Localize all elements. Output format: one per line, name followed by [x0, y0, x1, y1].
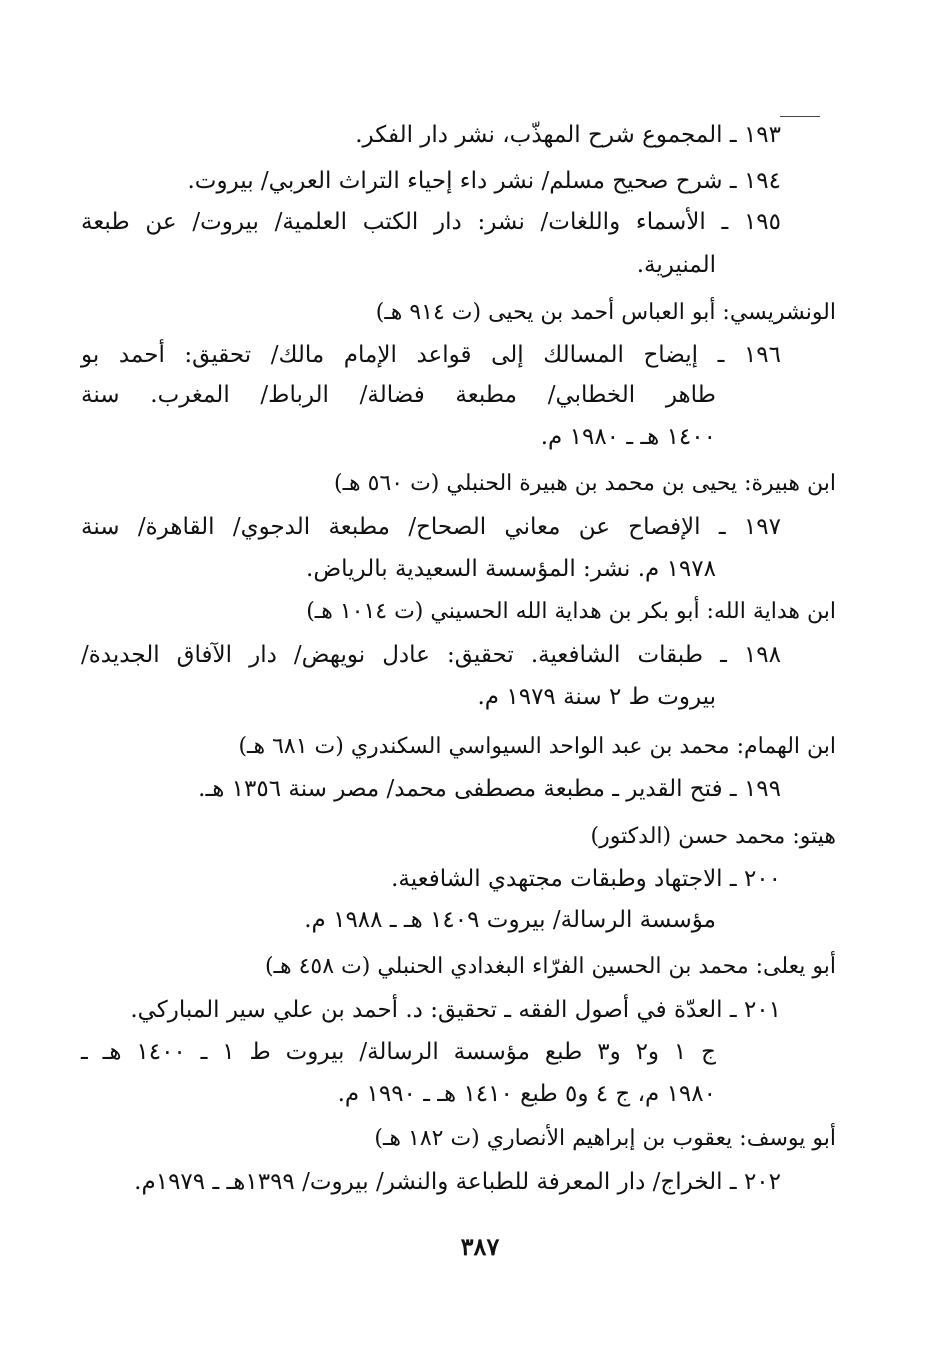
entry-197: ١٩٧ ـ الإفصاح عن معاني الصحاح/ مطبعة الدجوي/ القاهرة/ سنة: [81, 514, 781, 540]
entry-194: ١٩٤ ـ شرح صحيح مسلم/ نشر داء إحياء التراث العربي/ بيروت.: [187, 168, 781, 194]
entry-202: ٢٠٢ ـ الخراج/ دار المعرفة للطباعة والنشر/ بيروت/ ١٣٩٩هـ ـ ١٩٧٩م.: [134, 1169, 781, 1195]
entry-198: ١٩٨ ـ طبقات الشافعية. تحقيق: عادل نويهض/ دار الآفاق الجديدة/: [81, 642, 781, 668]
author-ibn-hubayra: ابن هبيرة: يحيى بن محمد بن هبيرة الحنبلي (ت ٥٦٠ هـ): [334, 471, 836, 496]
entry-196-continued-1: طاهر الخطابي/ مطبعة فضالة/ الرباط/ المغرب. سنة: [81, 382, 716, 408]
entry-196-continued-2: ١٤٠٠ هـ ـ ١٩٨٠ م.: [540, 424, 716, 450]
entry-195-continued: المنيرية.: [636, 252, 716, 278]
author-hitu: هيتو: محمد حسن (الدكتور): [590, 824, 836, 849]
entry-201: ٢٠١ ـ العدّة في أصول الفقه ـ تحقيق: د. أحمد بن علي سير المباركي.: [130, 997, 781, 1023]
author-abu-yala: أبو يعلى: محمد بن الحسين الفرّاء البغدادي الحنبلي (ت ٤٥٨ هـ): [264, 954, 836, 979]
entry-201-continued-1: ج ١ و٢ و٣ طبع مؤسسة الرسالة/ بيروت ط ١ ـ ١٤٠٠ هـ ـ: [81, 1039, 716, 1065]
entry-197-continued: ١٩٧٨ م. نشر: المؤسسة السعيدية بالرياض.: [306, 556, 716, 582]
entry-196: ١٩٦ ـ إيضاح المسالك إلى قواعد الإمام مالك/ تحقيق: أحمد بو: [81, 342, 781, 368]
entry-200-continued: مؤسسة الرسالة/ بيروت ١٤٠٩ هـ ـ ١٩٨٨ م.: [304, 907, 716, 933]
entry-198-continued: بيروت ط ٢ سنة ١٩٧٩ م.: [477, 684, 716, 710]
page-number: ٣٨٧: [460, 1232, 500, 1261]
author-wansharisi: الونشريسي: أبو العباس أحمد بن يحيى (ت ٩١٤ هـ): [375, 300, 836, 325]
author-ibn-al-humam: ابن الهمام: محمد بن عبد الواحد السيواسي السكندري (ت ٦٨١ هـ): [238, 734, 836, 759]
author-ibn-hidayat-allah: ابن هداية الله: أبو بكر بن هداية الله الحسيني (ت ١٠١٤ هـ): [306, 599, 836, 624]
author-abu-yusuf: أبو يوسف: يعقوب بن إبراهيم الأنصاري (ت ١٨٢ هـ): [374, 1126, 836, 1151]
entry-200: ٢٠٠ ـ الاجتهاد وطبقات مجتهدي الشافعية.: [391, 866, 781, 892]
corner-mark: [780, 116, 820, 117]
entry-201-continued-2: ١٩٨٠ م، ج ٤ و٥ طبع ١٤١٠ هـ ـ ١٩٩٠ م.: [337, 1081, 716, 1107]
entry-193: ١٩٣ ـ المجموع شرح المهذّب، نشر دار الفكر.: [355, 122, 781, 148]
entry-195: ١٩٥ ـ الأسماء واللغات/ نشر: دار الكتب العلمية/ بيروت/ عن طبعة: [81, 209, 781, 235]
entry-199: ١٩٩ ـ فتح القدير ـ مطبعة مصطفى محمد/ مصر سنة ١٣٥٦ هـ.: [198, 776, 781, 802]
